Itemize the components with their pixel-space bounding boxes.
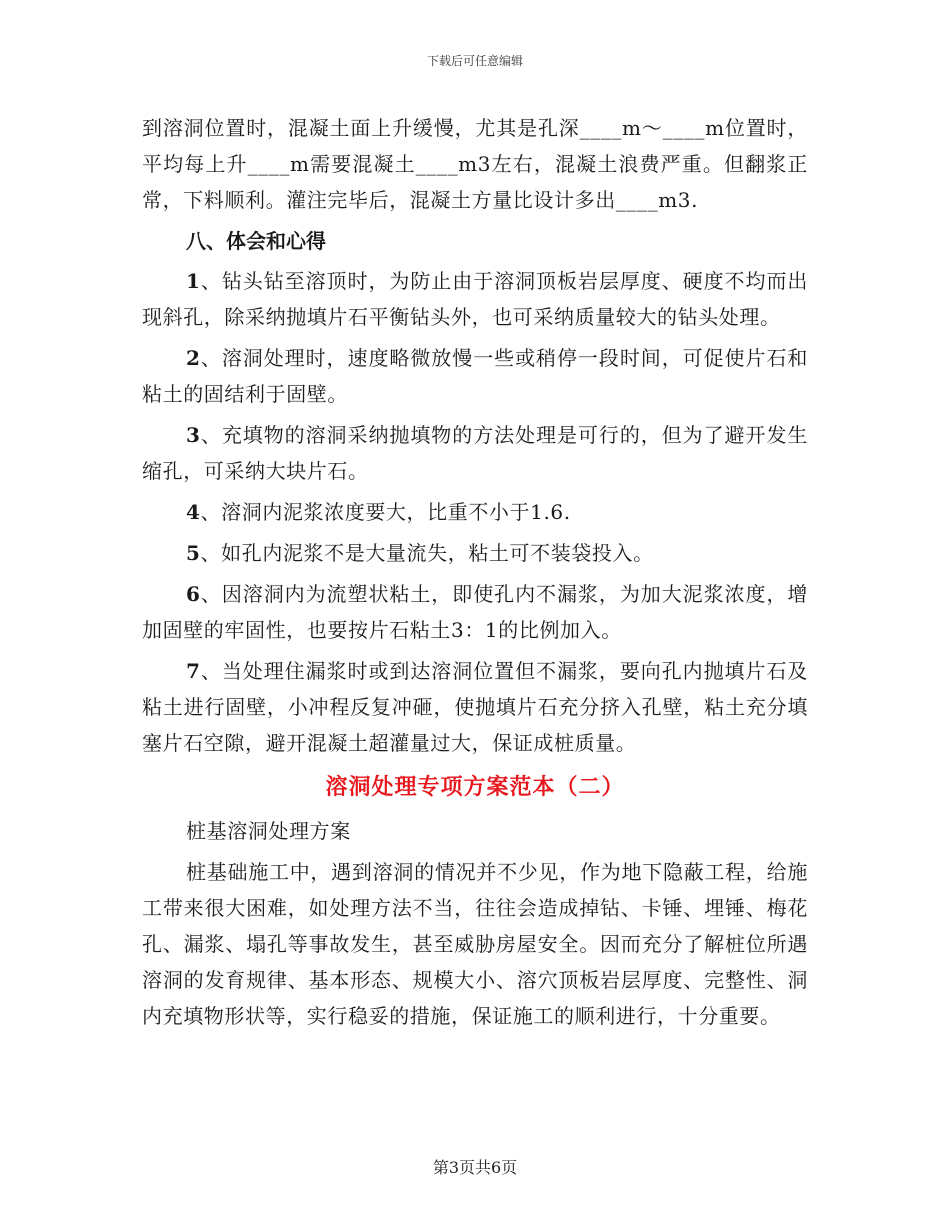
document-subtitle: 桩基溶洞处理方案 bbox=[186, 819, 351, 843]
item-text: 、因溶洞内为流塑状粘土，即使孔内不漏浆，为加大泥浆浓度，增加固壁的牢固性，也要按片石粘土3：1的比例加入。 bbox=[142, 582, 808, 642]
item-number: 5 bbox=[186, 541, 201, 565]
list-item bbox=[142, 340, 808, 412]
section-heading-8: 八、体会和心得 bbox=[186, 229, 326, 253]
intro-paragraph: 到溶洞位置时，混凝土面上升缓慢，尤其是孔深____m～____m位置时，平均每上升____m需要混凝土____m3左右，混凝土浪费严重。但翻浆正常，下料顺利。灌注完毕后，混凝土方量比设计多出____m3. bbox=[142, 116, 808, 212]
item-number: 6 bbox=[186, 582, 201, 606]
item-number: 3 bbox=[186, 423, 201, 447]
item-text: 、钻头钻至溶顶时，为防止由于溶洞顶板岩层厚度、硬度不均而出现斜孔，除采纳抛填片石平衡钻头外，也可采纳质量较大的钻头处理。 bbox=[142, 269, 808, 329]
body-paragraph: 桩基础施工中，遇到溶洞的情况并不少见，作为地下隐蔽工程，给施工带来很大困难，如处理方法不当，往往会造成掉钻、卡锤、埋锤、梅花孔、漏浆、塌孔等事故发生，甚至威胁房屋安全。因而充分了解桩位所遇溶洞的发育规律、基本形态、规模大小、溶穴顶板岩层厚度、完整性、洞内充填物形状等，实行稳妥的措施，保证施工的顺利进行，十分重要。 bbox=[142, 860, 808, 1028]
list-item bbox=[142, 263, 808, 335]
list-item bbox=[142, 653, 808, 761]
item-number: 4 bbox=[186, 500, 201, 524]
item-text: 、溶洞处理时，速度略微放慢一些或稍停一段时间，可促使片石和粘土的固结利于固壁。 bbox=[142, 346, 808, 406]
list-item bbox=[142, 535, 808, 571]
item-text: 、充填物的溶洞采纳抛填物的方法处理是可行的，但为了避开发生缩孔，可采纳大块片石。 bbox=[142, 423, 808, 483]
list-item bbox=[142, 417, 808, 489]
list-item bbox=[142, 576, 808, 648]
item-text: 、溶洞内泥浆浓度要大，比重不小于1.6. bbox=[200, 500, 571, 524]
page-header: 下载后可任意编辑 bbox=[426, 54, 523, 68]
item-text: 、如孔内泥浆不是大量流失，粘土可不装袋投入。 bbox=[200, 541, 654, 565]
item-number: 2 bbox=[186, 346, 201, 370]
item-number: 1 bbox=[186, 269, 201, 293]
page-footer: 第3页共6页 bbox=[432, 1158, 518, 1177]
item-text: 、当处理住漏浆时或到达溶洞位置但不漏浆，要向孔内抛填片石及粘土进行固壁，小冲程反复冲砸，使抛填片石充分挤入孔壁，粘土充分填塞片石空隙，避开混凝土超灌量过大，保证成桩质量。 bbox=[142, 659, 808, 755]
document-body bbox=[142, 110, 808, 1039]
item-number: 7 bbox=[186, 659, 201, 683]
list-item bbox=[142, 494, 808, 530]
document-title: 溶洞处理专项方案范本（二） bbox=[325, 774, 625, 800]
